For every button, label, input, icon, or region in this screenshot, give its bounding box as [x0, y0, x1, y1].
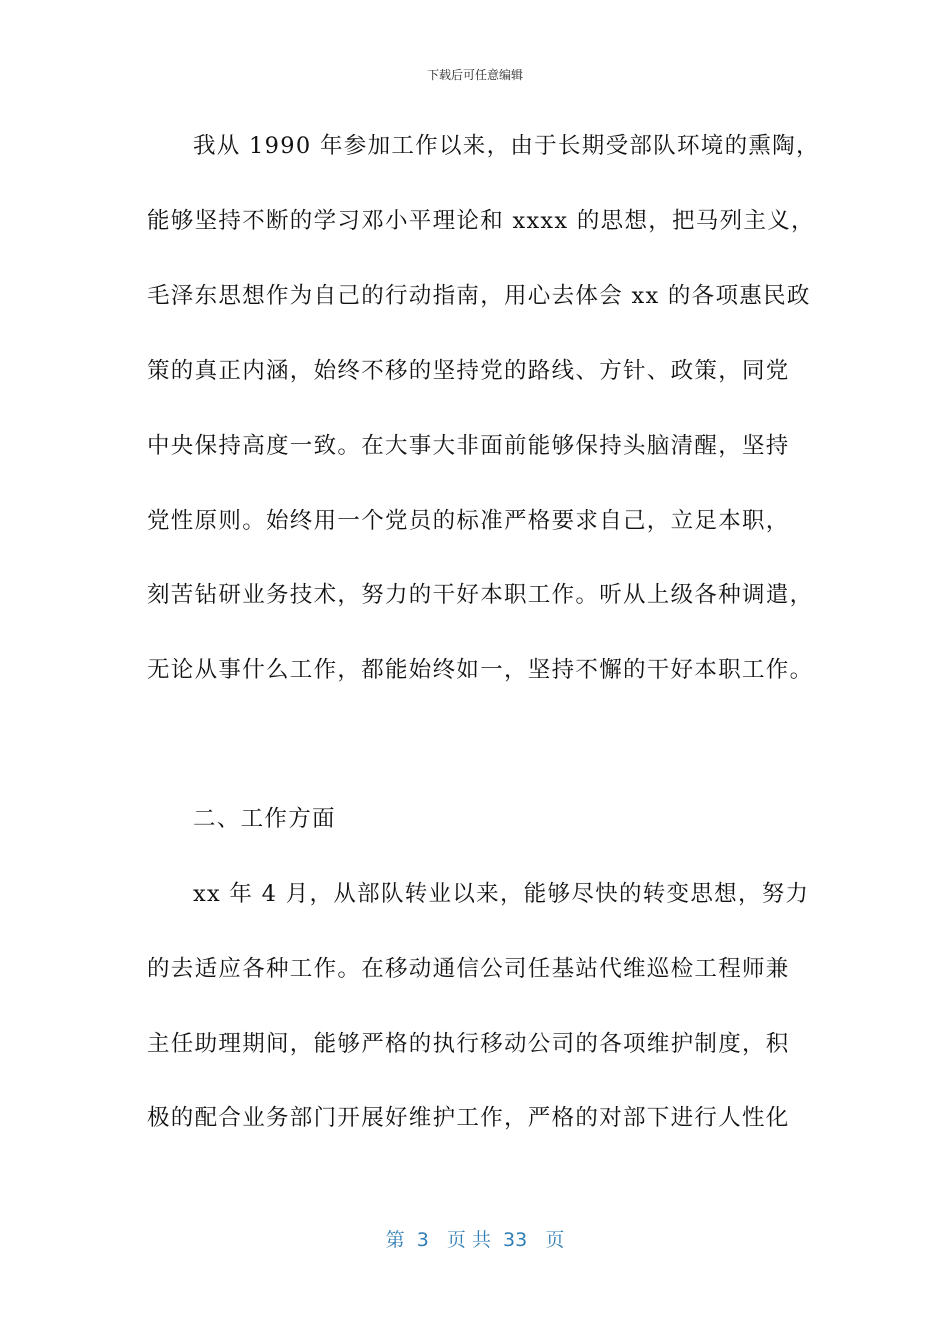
paragraph-line: xx 年 4 月，从部队转业以来，能够尽快的转变思想，努力 — [193, 881, 810, 907]
page-number-footer: 第 3 页 共 33 页 — [385, 1229, 565, 1251]
section-heading: 二、工作方面 — [193, 806, 336, 832]
paragraph-line: 极的配合业务部门开展好维护工作，严格的对部下进行人性化 — [147, 1105, 790, 1131]
paragraph-line: 主任助理期间，能够严格的执行移动公司的各项维护制度，积 — [147, 1031, 790, 1057]
page-header: 下载后可任意编辑 — [426, 68, 523, 82]
paragraph-line: 党性原则。始终用一个党员的标准严格要求自己，立足本职， — [147, 508, 790, 534]
paragraph-line: 毛泽东思想作为自己的行动指南，用心去体会 xx 的各项惠民政 — [147, 283, 811, 309]
paragraph-line: 无论从事什么工作，都能始终如一，坚持不懈的干好本职工作。 — [147, 657, 814, 683]
paragraph-line: 能够坚持不断的学习邓小平理论和 xxxx 的思想，把马列主义， — [147, 208, 815, 234]
paragraph-line: 的去适应各种工作。在移动通信公司任基站代维巡检工程师兼 — [147, 956, 790, 982]
paragraph-line: 策的真正内涵，始终不移的坚持党的路线、方针、政策，同党 — [147, 358, 790, 384]
paragraph-line: 刻苦钻研业务技术，努力的干好本职工作。听从上级各种调遣， — [147, 582, 814, 608]
paragraph-line: 我从 1990 年参加工作以来，由于长期受部队环境的熏陶， — [193, 133, 820, 159]
paragraph-line: 中央保持高度一致。在大事大非面前能够保持头脑清醒，坚持 — [147, 433, 790, 459]
